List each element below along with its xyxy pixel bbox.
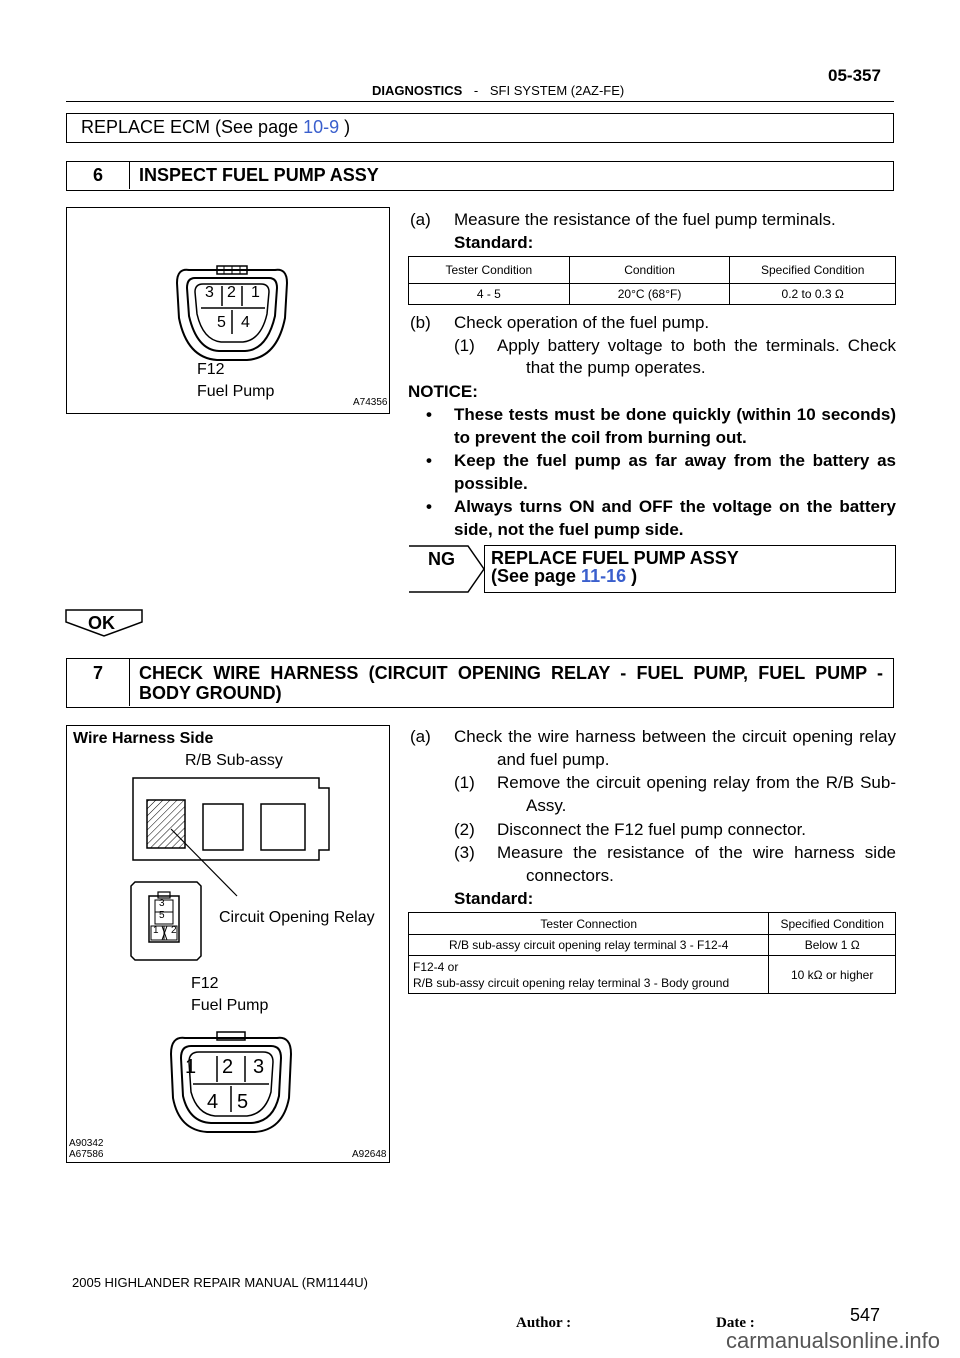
step-7-3-line1: Measure the resistance of the wire harness side: [497, 843, 896, 862]
step-6-divider: [129, 162, 130, 189]
step-7-3-label: (3): [454, 843, 475, 862]
figure-code: A92648: [352, 1149, 387, 1160]
ng-box: [484, 545, 896, 593]
step-6-title: INSPECT FUEL PUMP ASSY: [139, 165, 379, 185]
relay-pin-label: 3: [159, 898, 165, 909]
table-cell: 20°C (68°F): [569, 284, 730, 305]
bullet-icon: •: [426, 497, 432, 516]
bullet-icon: •: [426, 451, 432, 470]
step-7a-line2: and fuel pump.: [497, 750, 610, 769]
figure-code: A67586: [69, 1149, 104, 1160]
step-7-bar: [66, 658, 894, 708]
table-cell: 10 kΩ or higher: [769, 956, 896, 994]
ng-line2: (See page 11-16 ): [491, 566, 638, 586]
table-cell: 0.2 to 0.3 Ω: [730, 284, 896, 305]
step-7-2-label: (2): [454, 820, 475, 839]
notice-item: Keep the fuel pump as far away from the battery as: [454, 451, 896, 470]
step-6-number: 6: [92, 165, 103, 185]
connector-label: F12: [191, 975, 219, 992]
figure-wire-harness: [66, 725, 390, 1163]
wire-harness-drawing: [67, 726, 388, 1161]
spec-table-1: [408, 256, 896, 305]
step-7-3-line2: connectors.: [526, 866, 614, 885]
page-link-11-16[interactable]: 11-16: [581, 566, 627, 586]
circuit-opening-relay-label: Circuit Opening Relay: [219, 909, 375, 926]
table-cell: Below 1 Ω: [769, 935, 896, 956]
step-6b1-label: (1): [454, 336, 475, 355]
spec-table-2: [408, 912, 896, 994]
connector-name: Fuel Pump: [197, 383, 275, 400]
fuel-pump-connector-drawing: [67, 208, 388, 412]
footer-page: 547: [850, 1305, 881, 1325]
step-7a-label: (a): [410, 727, 431, 746]
table-header: Tester Connection: [409, 913, 769, 935]
page-code: 05-357: [828, 66, 881, 85]
notice-label: NOTICE:: [408, 382, 478, 401]
pin-label: 2: [227, 284, 236, 301]
figure-fuel-pump-connector: [66, 207, 390, 414]
step-7-1-line1: Remove the circuit opening relay from the R/B Sub-: [497, 773, 896, 792]
footer-author: Author :: [516, 1315, 572, 1331]
pin-label: 2: [222, 1056, 234, 1078]
step-7-1-line2: Assy.: [526, 796, 567, 815]
header-rule: [66, 101, 894, 102]
table-header: Specified Condition: [769, 913, 896, 935]
rb-sub-assy-label: R/B Sub-assy: [185, 752, 283, 769]
connector-label: F12: [197, 361, 225, 378]
notice-item: side, not the fuel pump side.: [454, 520, 684, 539]
replace-ecm-text: REPLACE ECM (See page 10-9 ): [81, 117, 351, 137]
step-6b-text: Check operation of the fuel pump.: [454, 313, 710, 332]
table-cell: F12-4 or R/B sub-assy circuit opening relay terminal 3 - Body ground: [409, 956, 769, 994]
pin-label: 4: [207, 1091, 219, 1113]
footer-date: Date :: [716, 1315, 755, 1331]
pin-label: 1: [185, 1056, 197, 1078]
step-7a-line1: Check the wire harness between the circuit opening relay: [454, 727, 896, 746]
footer-manual: 2005 HIGHLANDER REPAIR MANUAL (RM1144U): [72, 1275, 368, 1290]
relay-pin-label: 1: [153, 925, 159, 936]
step-6b-label: (b): [410, 313, 431, 332]
relay-pin-label: 2: [171, 925, 177, 936]
step-7-title-line1: CHECK WIRE HARNESS (CIRCUIT OPENING RELAY - FUEL PUMP, FUEL PUMP -: [139, 663, 883, 683]
ng-line1: REPLACE FUEL PUMP ASSY: [491, 548, 739, 568]
replace-ecm-bar: [66, 113, 894, 143]
pin-label: 3: [253, 1056, 265, 1078]
step-7-divider: [129, 659, 130, 706]
notice-item: possible.: [454, 474, 528, 493]
pin-label: 5: [237, 1091, 249, 1113]
connector-name: Fuel Pump: [191, 997, 269, 1014]
notice-item: These tests must be done quickly (within 10 seconds): [454, 405, 896, 424]
step-6a-label: (a): [410, 210, 431, 229]
notice-item: to prevent the coil from burning out.: [454, 428, 747, 447]
relay-pin-label: 5: [159, 910, 165, 921]
figure-code: A74356: [353, 397, 388, 408]
step-6-bar: [66, 161, 894, 191]
figure-code: A90342: [69, 1138, 104, 1149]
step-6b1-line1: Apply battery voltage to both the terminals. Check: [497, 336, 896, 355]
table-header: Specified Condition: [730, 257, 896, 284]
table-cell: 4 - 5: [409, 284, 570, 305]
table-header: Tester Condition: [409, 257, 570, 284]
standard-label: Standard:: [454, 889, 534, 908]
step-7-title-line2: BODY GROUND): [139, 683, 282, 703]
pin-label: 4: [241, 314, 250, 331]
page-link-10-9[interactable]: 10-9: [303, 117, 340, 137]
figure-title: Wire Harness Side: [73, 730, 214, 747]
step-7-2-line1: Disconnect the F12 fuel pump connector.: [497, 820, 807, 839]
step-6a-text: Measure the resistance of the fuel pump terminals.: [454, 210, 836, 229]
pin-label: 5: [217, 314, 226, 331]
step-6b1-line2: that the pump operates.: [526, 358, 706, 377]
notice-item: Always turns ON and OFF the voltage on the battery: [454, 497, 896, 516]
table-cell: R/B sub-assy circuit opening relay terminal 3 - F12-4: [409, 935, 769, 956]
pin-label: 3: [205, 284, 214, 301]
watermark: carmanualsonline.info: [726, 1328, 941, 1353]
bullet-icon: •: [426, 405, 432, 424]
step-7-1-label: (1): [454, 773, 475, 792]
pin-label: 1: [251, 284, 260, 301]
ok-tag: OK: [88, 613, 115, 633]
ng-tag: NG: [428, 549, 455, 569]
step-7-number: 7: [92, 663, 103, 683]
header-section: DIAGNOSTICS - SFI SYSTEM (2AZ-FE): [372, 83, 625, 98]
table-header: Condition: [569, 257, 730, 284]
standard-label: Standard:: [454, 233, 534, 252]
